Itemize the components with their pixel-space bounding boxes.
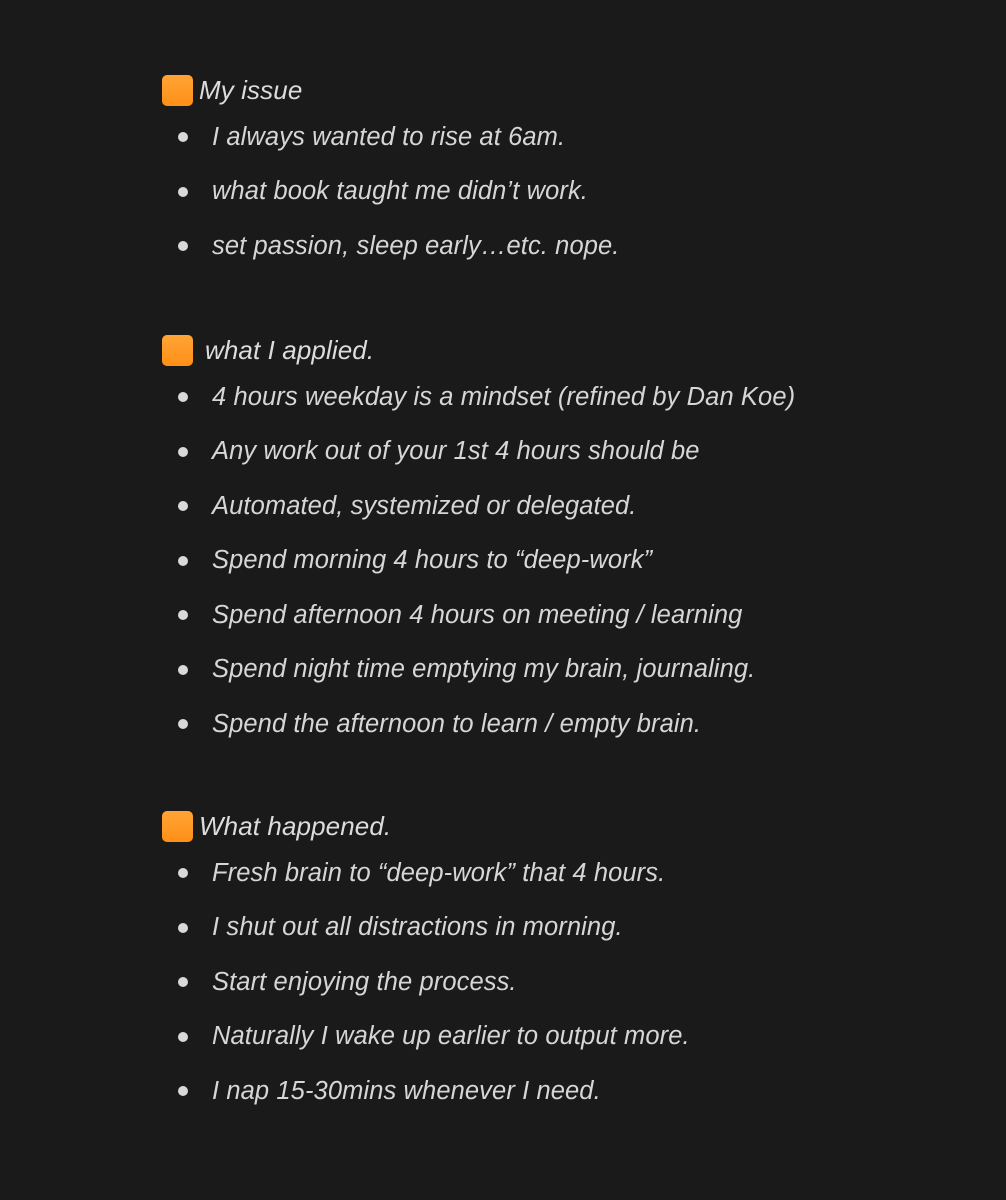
bullet-icon	[178, 241, 188, 251]
list-item	[162, 1064, 962, 1119]
section-heading	[162, 806, 962, 846]
list-item-text: what book taught me didn’t work.	[212, 177, 588, 206]
bullet-icon	[178, 665, 188, 675]
orange-square-icon	[162, 75, 193, 106]
list-item-text: Start enjoying the process.	[212, 967, 517, 996]
bullet-icon	[178, 447, 188, 457]
list-item	[162, 534, 962, 589]
list-item	[162, 846, 962, 901]
list-item-text: Spend night time emptying my brain, journaling.	[212, 655, 756, 684]
bullet-icon	[178, 392, 188, 402]
list-item-text: Automated, systemized or delegated.	[212, 491, 637, 520]
bullet-icon	[178, 187, 188, 197]
bullet-list	[162, 110, 962, 274]
list-item-text: Spend morning 4 hours to “deep-work”	[212, 546, 653, 575]
bullet-icon	[178, 556, 188, 566]
section-heading	[162, 330, 962, 370]
section-title: what I applied.	[205, 334, 375, 365]
section-title: What happened.	[199, 810, 392, 841]
bullet-icon	[178, 501, 188, 511]
list-item	[162, 479, 962, 534]
bullet-icon	[178, 610, 188, 620]
list-item-text: Naturally I wake up earlier to output more.	[212, 1022, 690, 1051]
list-item-text: 4 hours weekday is a mindset (refined by Dan Koe)	[212, 382, 796, 411]
list-item	[162, 955, 962, 1010]
bullet-icon	[178, 868, 188, 878]
list-item-text: Fresh brain to “deep-work” that 4 hours.	[212, 858, 666, 887]
list-item-text: I shut out all distractions in morning.	[212, 913, 623, 942]
list-item	[162, 588, 962, 643]
bullet-icon	[178, 132, 188, 142]
orange-square-icon	[162, 335, 193, 366]
list-item	[162, 1010, 962, 1065]
list-item-text: Spend the afternoon to learn / empty brain.	[212, 709, 702, 738]
bullet-icon	[178, 1032, 188, 1042]
list-item	[162, 370, 962, 425]
list-item	[162, 165, 962, 220]
list-item-text: Spend afternoon 4 hours on meeting / learning	[212, 600, 743, 629]
list-item	[162, 110, 962, 165]
section-title: My issue	[199, 74, 303, 105]
bullet-list	[162, 846, 962, 1119]
list-item-text: I nap 15-30mins whenever I need.	[212, 1076, 601, 1105]
list-item	[162, 643, 962, 698]
section-what-happened	[162, 806, 962, 1119]
bullet-icon	[178, 719, 188, 729]
section-heading	[162, 70, 962, 110]
list-item	[162, 901, 962, 956]
list-item	[162, 219, 962, 274]
list-item-text: Any work out of your 1st 4 hours should be	[212, 437, 700, 466]
list-item	[162, 697, 962, 752]
list-item-text: I always wanted to rise at 6am.	[212, 122, 566, 151]
list-item-text: set passion, sleep early…etc. nope.	[212, 231, 620, 260]
section-what-i-applied	[162, 330, 962, 752]
section-my-issue	[162, 70, 962, 274]
bullet-list	[162, 370, 962, 752]
orange-square-icon	[162, 811, 193, 842]
list-item	[162, 425, 962, 480]
bullet-icon	[178, 1086, 188, 1096]
bullet-icon	[178, 977, 188, 987]
bullet-icon	[178, 923, 188, 933]
